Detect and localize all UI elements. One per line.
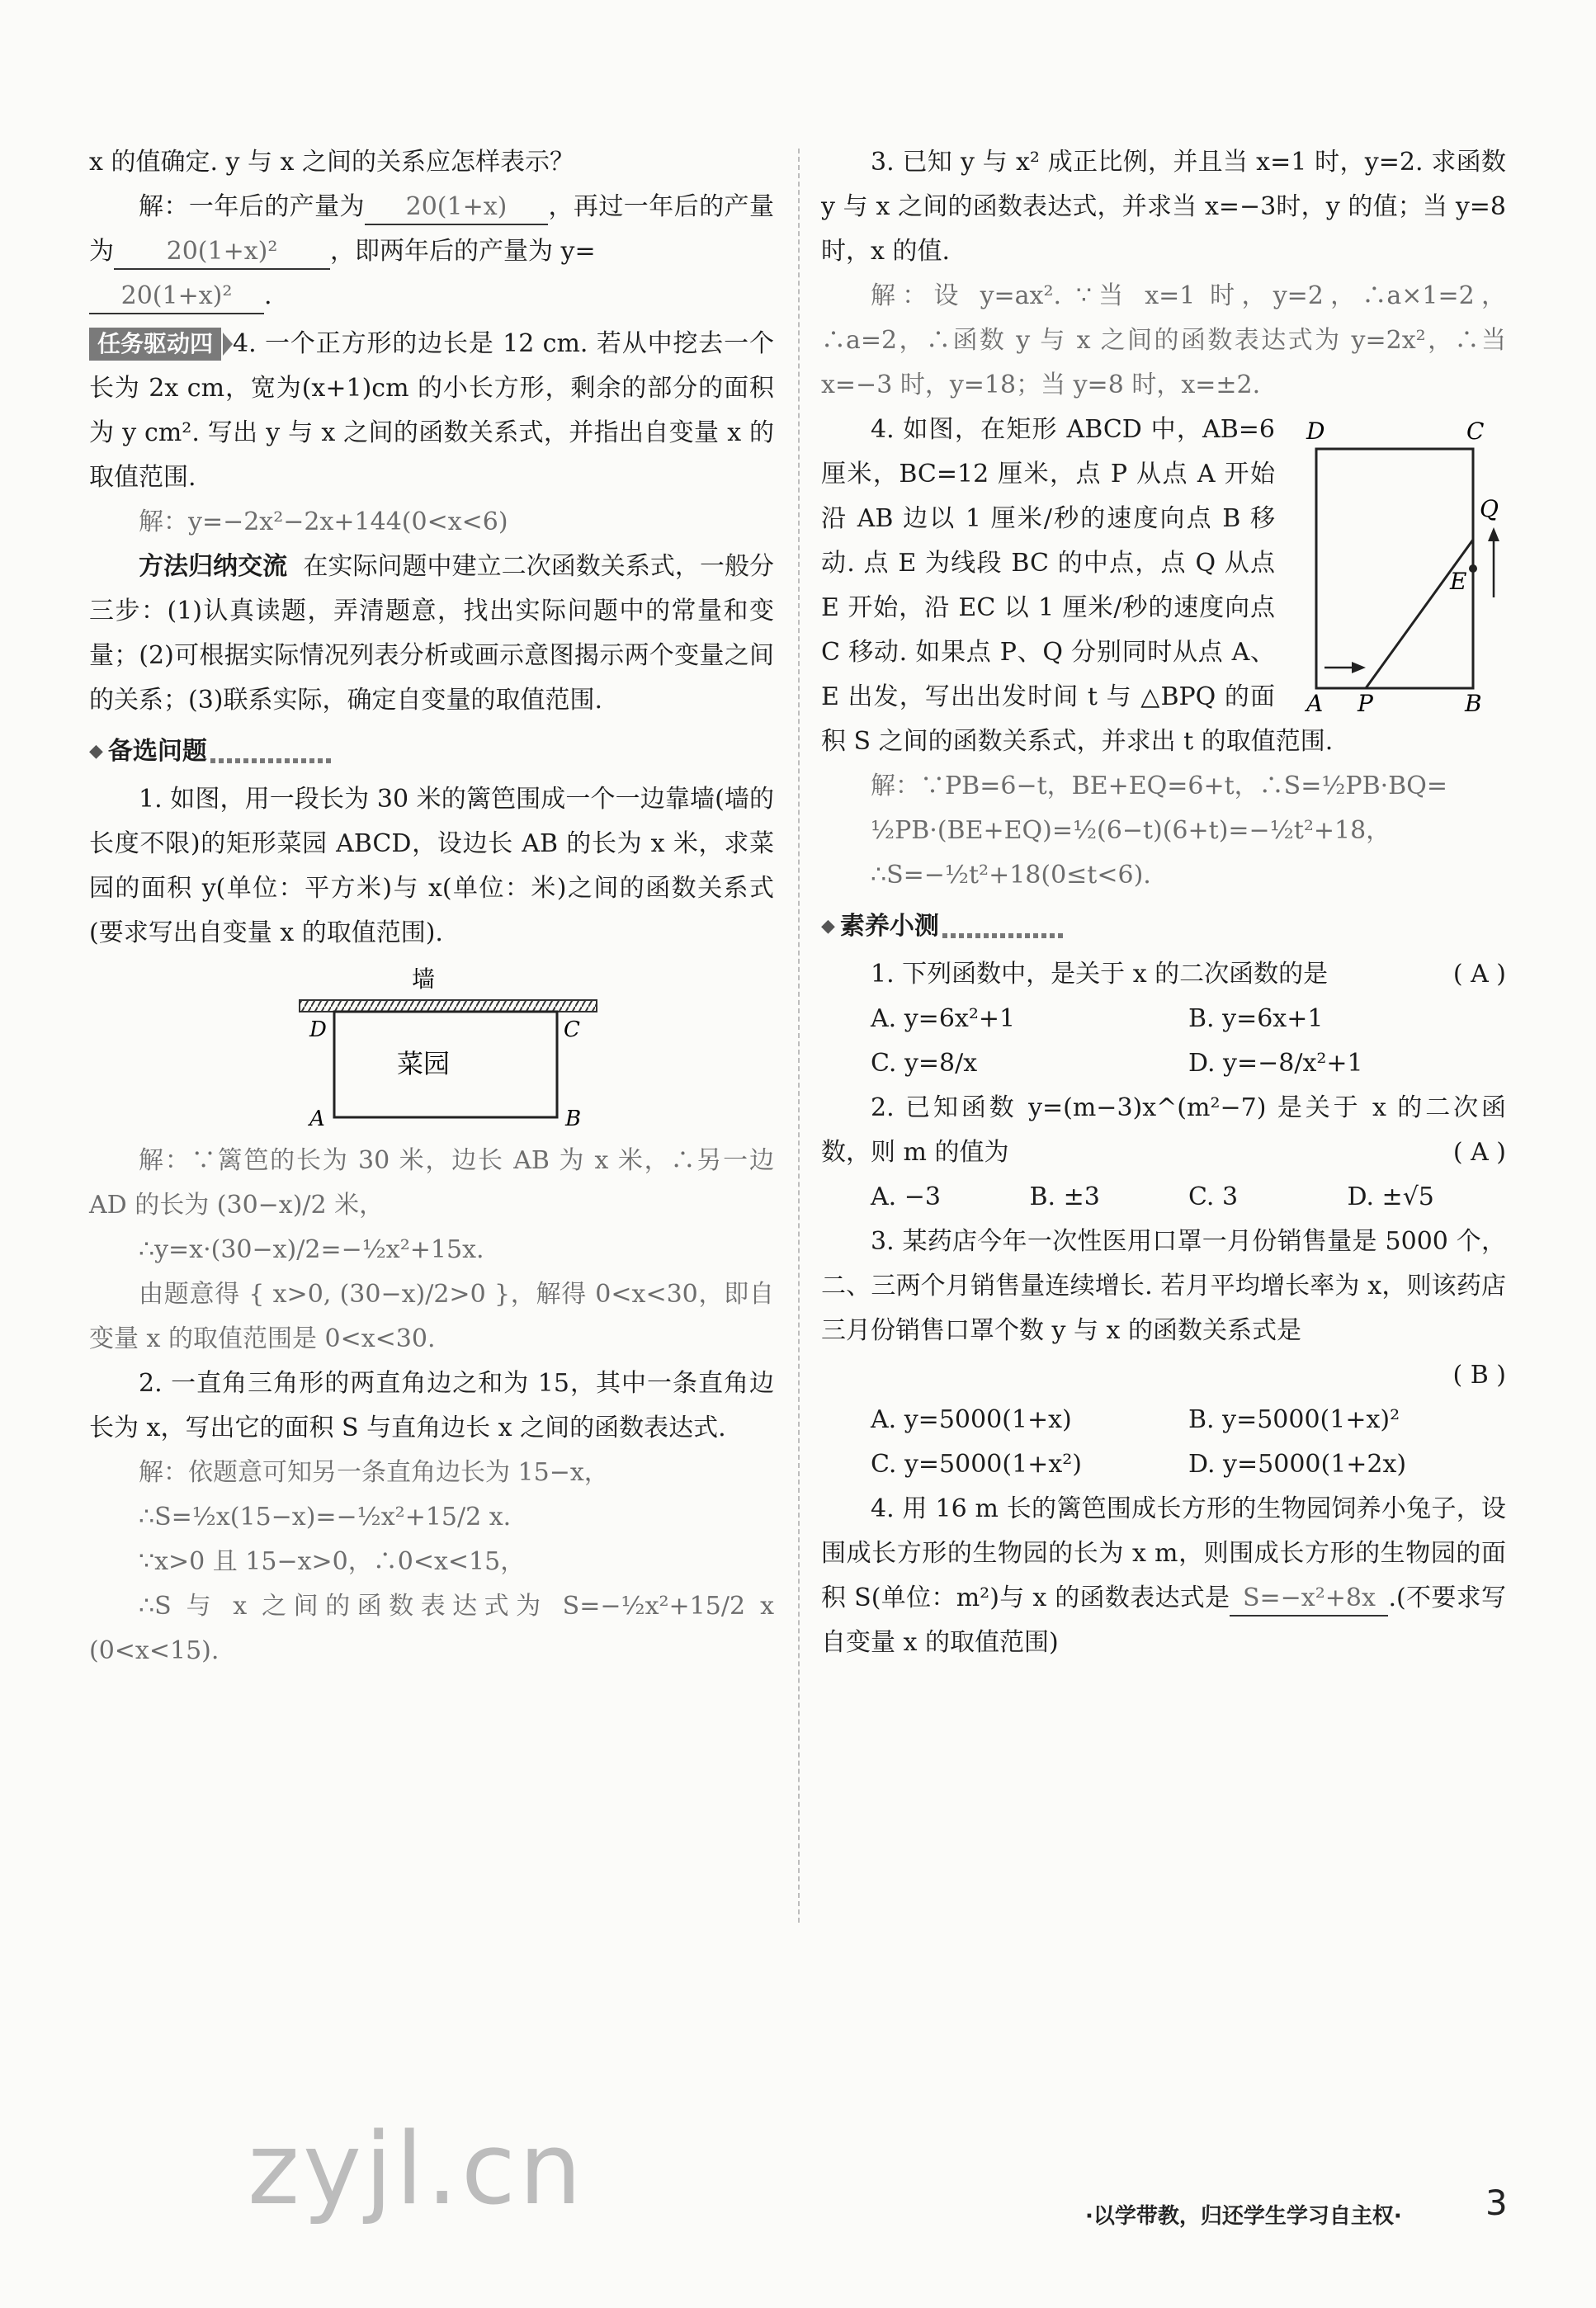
quiz-answer-3: ( B ): [1452, 1361, 1506, 1390]
right-column: [821, 140, 1506, 1665]
footer-motto: ·以学带教，归还学生学习自主权·: [1085, 2204, 1402, 2229]
quiz-title: 素养小测: [839, 912, 939, 941]
segment-PQ: [1366, 540, 1473, 688]
backup-title: 备选问题: [107, 737, 207, 766]
intro-question: x 的值确定. y 与 x 之间的关系应怎样表示？: [89, 148, 575, 177]
quiz-q4-text: 4. 用 16 m 长的篱笆围成长方形的生物园饲养小兔子，设围成长方形的生物园的长为 x m，则围成长方形的生物园的面积 S(单位：m²)与 x 的函数表达式是: [821, 1494, 1506, 1612]
backup-solution-1b: ∴y=x·(30−x)/2=−½x²+15x.: [139, 1235, 484, 1264]
intro-answer-text-1: 解：一年后的产量为: [139, 192, 365, 221]
solution-3: 解：设 y=ax². ∵当 x=1 时，y=2，∴a×1=2，∴a=2，∴函数 y 与 x 之间的函数表达式为 y=2x²，∴当 x=−3 时，y=18；当 y=8 时，x=±2.: [821, 281, 1506, 399]
quiz-q2-text: 2. 已知函数 y=(m−3)x^(m²−7) 是关于 x 的二次函数，则 m 的值为: [821, 1093, 1506, 1167]
intro-answer-text-2: ，再过一年后的产量为: [89, 192, 774, 266]
backup-solution-1a: 解：∵篱笆的长为 30 米，边长 AB 为 x 米，∴另一边 AD 的长为 (30−x)/2 米，: [89, 1146, 774, 1220]
dotted-rule: [942, 933, 1066, 938]
label-B: B: [565, 1107, 582, 1131]
fig-label-B: B: [1465, 690, 1482, 713]
quiz-question-4: [821, 1487, 1506, 1665]
option: B. y=5000(1+x)²: [1188, 1405, 1400, 1434]
fig-label-D: D: [1306, 418, 1325, 445]
backup-question-1: 1. 如图，用一段长为 30 米的篱笆围成一个一边靠墙(墙的长度不限)的矩形菜园 ABCD，设边长 AB 的长为 x 米，求菜园的面积 y(单位：平方米)与 x(单位：米)之间的函数关系式(要求写出自变量 x 的取值范围).: [89, 785, 774, 947]
arrow-right-head: [1352, 662, 1366, 673]
quiz-answer-2: ( A ): [1452, 1138, 1506, 1167]
quiz-question-3: 3. 某药店今年一次性医用口罩一月份销售量是 5000 个，二、三两个月销售量连续增长. 若月平均增长率为 x，则该药店三月份销售口罩个数 y 与 x 的函数关系式是: [821, 1227, 1506, 1345]
option: C. y=5000(1+x²): [871, 1450, 1082, 1479]
option: D. ±√5: [1347, 1182, 1434, 1211]
quiz-q1-text: 1. 下列函数中，是关于 x 的二次函数的是: [871, 960, 1329, 989]
arrow-up-head: [1488, 527, 1499, 541]
intro-answer-text-4: .: [264, 281, 272, 310]
task4-text: 4. 一个正方形的边长是 12 cm. 若从中挖去一个长为 2x cm，宽为(x+1)cm 的小长方形，剩余的部分的面积为 y cm². 写出 y 与 x 之间的函数关系式，并指出自变量 x 的取值范围.: [89, 329, 774, 492]
quiz-options-2: [821, 1175, 1506, 1220]
fig-label-A: A: [1306, 690, 1324, 713]
option: A. y=6x²+1: [871, 1004, 1016, 1033]
dotted-rule: [210, 758, 334, 763]
quiz-options-1: [821, 997, 1506, 1086]
option: C. 3: [1188, 1182, 1239, 1211]
backup-solution-1c: 由题意得 { x>0, (30−x)/2>0 }，解得 0<x<30，即自变量 x 的取值范围是 0<x<30.: [89, 1280, 774, 1353]
quiz-answer-4: S=−x²+8x: [1230, 1582, 1388, 1617]
column-divider: [798, 149, 800, 1923]
backup-solution-2b: ∴S=½x(15−x)=−½x²+15/2 x.: [139, 1503, 512, 1532]
method-text: 在实际问题中建立二次函数关系式，一般分三步：(1)认真读题，弄清题意，找出实际问题中的常量和变量；(2)可根据实际情况列表分析或画示意图揭示两个变量之间的关系；(3)联系实际，确定自变量的取值范围.: [89, 552, 775, 715]
backup-section-heading: [89, 729, 774, 774]
label-A: A: [309, 1107, 325, 1131]
quiz-q4-end: .(不要求写自变量 x 的取值范围): [821, 1584, 1506, 1657]
intro-answer: [89, 185, 774, 319]
fig-label-Q: Q: [1480, 495, 1499, 522]
fig-label-C: C: [1466, 418, 1485, 445]
watermark: zyjl.cn: [248, 2112, 585, 2227]
quiz-options-3: [821, 1398, 1506, 1487]
solution-4a: 解：∵PB=6−t，BE+EQ=6+t，∴S=½PB·BQ=: [871, 772, 1447, 800]
task-tag: 任务驱动四: [89, 328, 221, 361]
option: D. y=5000(1+2x): [1188, 1450, 1407, 1479]
rectangle-figure: [1291, 416, 1506, 713]
wall: [300, 1000, 597, 1012]
question-4: 4. 如图，在矩形 ABCD 中，AB=6 厘米，BC=12 厘米，点 P 从点 A 开始沿 AB 边以 1 厘米/秒的速度向点 B 移动. 点 E 为线段 BC 的中点，点 Q 从点 E 开始，沿 EC 以 1 厘米/秒的速度向点 C 移动. 如果点 P、Q 分别同时从点 A、E 出发，写出出发时间 t 与 △BPQ 的面积 S 之间的函数关系式，并求出 t 的取值范围.: [821, 415, 1334, 756]
method-title: 方法归纳交流: [139, 552, 288, 581]
label-C: C: [564, 1017, 580, 1042]
fig-label-P: P: [1358, 690, 1373, 713]
method-summary: [89, 545, 774, 723]
option: D. y=−8/x²+1: [1188, 1049, 1363, 1078]
label-D: D: [309, 1017, 327, 1042]
backup-solution-2c: ∵x>0 且 15−x>0，∴0<x<15，: [139, 1547, 526, 1576]
garden-figure: [258, 960, 605, 1134]
task4-question: [89, 322, 774, 500]
garden-label: 菜园: [396, 1048, 451, 1079]
option: A. y=5000(1+x): [871, 1405, 1072, 1434]
option: A. −3: [871, 1182, 941, 1211]
option: B. ±3: [1029, 1182, 1100, 1211]
point-E: [1469, 564, 1477, 573]
wall-label: 墙: [411, 965, 436, 993]
task4-solution: 解：y=−2x²−2x+144(0<x<6): [139, 507, 508, 536]
left-column: [89, 140, 774, 1673]
backup-solution-2a: 解：依题意可知另一条直角边长为 15−x，: [139, 1458, 609, 1487]
intro-answer-text-3: ，即两年后的产量为 y=: [330, 237, 596, 266]
quiz-question-1: [821, 952, 1506, 997]
question-3: 3. 已知 y 与 x² 成正比例，并且当 x=1 时，y=2. 求函数 y 与 x 之间的函数表达式，并求当 x=−3时，y 的值；当 y=8 时，x 的值.: [821, 148, 1506, 266]
quiz-answer-1: ( A ): [1452, 960, 1506, 989]
quiz-section-heading: [821, 904, 1506, 949]
quiz-question-2: [821, 1086, 1506, 1175]
solution-4c: ∴S=−½t²+18(0≤t<6).: [871, 861, 1151, 890]
solution-4b: ½PB·(BE+EQ)=½(6−t)(6+t)=−½t²+18，: [871, 816, 1391, 845]
page-number: 3: [1485, 2183, 1508, 2223]
option: B. y=6x+1: [1188, 1004, 1324, 1033]
answer-blank-1: 20(1+x): [365, 191, 548, 225]
answer-blank-3: 20(1+x)²: [89, 280, 264, 314]
diamond-icon: ◆: [821, 916, 835, 937]
backup-question-2: 2. 一直角三角形的两直角边之和为 15，其中一条直角边长为 x，写出它的面积 S 与直角边长 x 之间的函数表达式.: [89, 1369, 774, 1442]
answer-blank-2: 20(1+x)²: [114, 235, 330, 270]
diamond-icon: ◆: [89, 741, 103, 762]
option: C. y=8/x: [871, 1049, 978, 1078]
fig-label-E: E: [1450, 568, 1467, 595]
backup-solution-2d: ∴S 与 x 之间的函数表达式为 S=−½x²+15/2 x (0<x<15).: [89, 1592, 774, 1665]
